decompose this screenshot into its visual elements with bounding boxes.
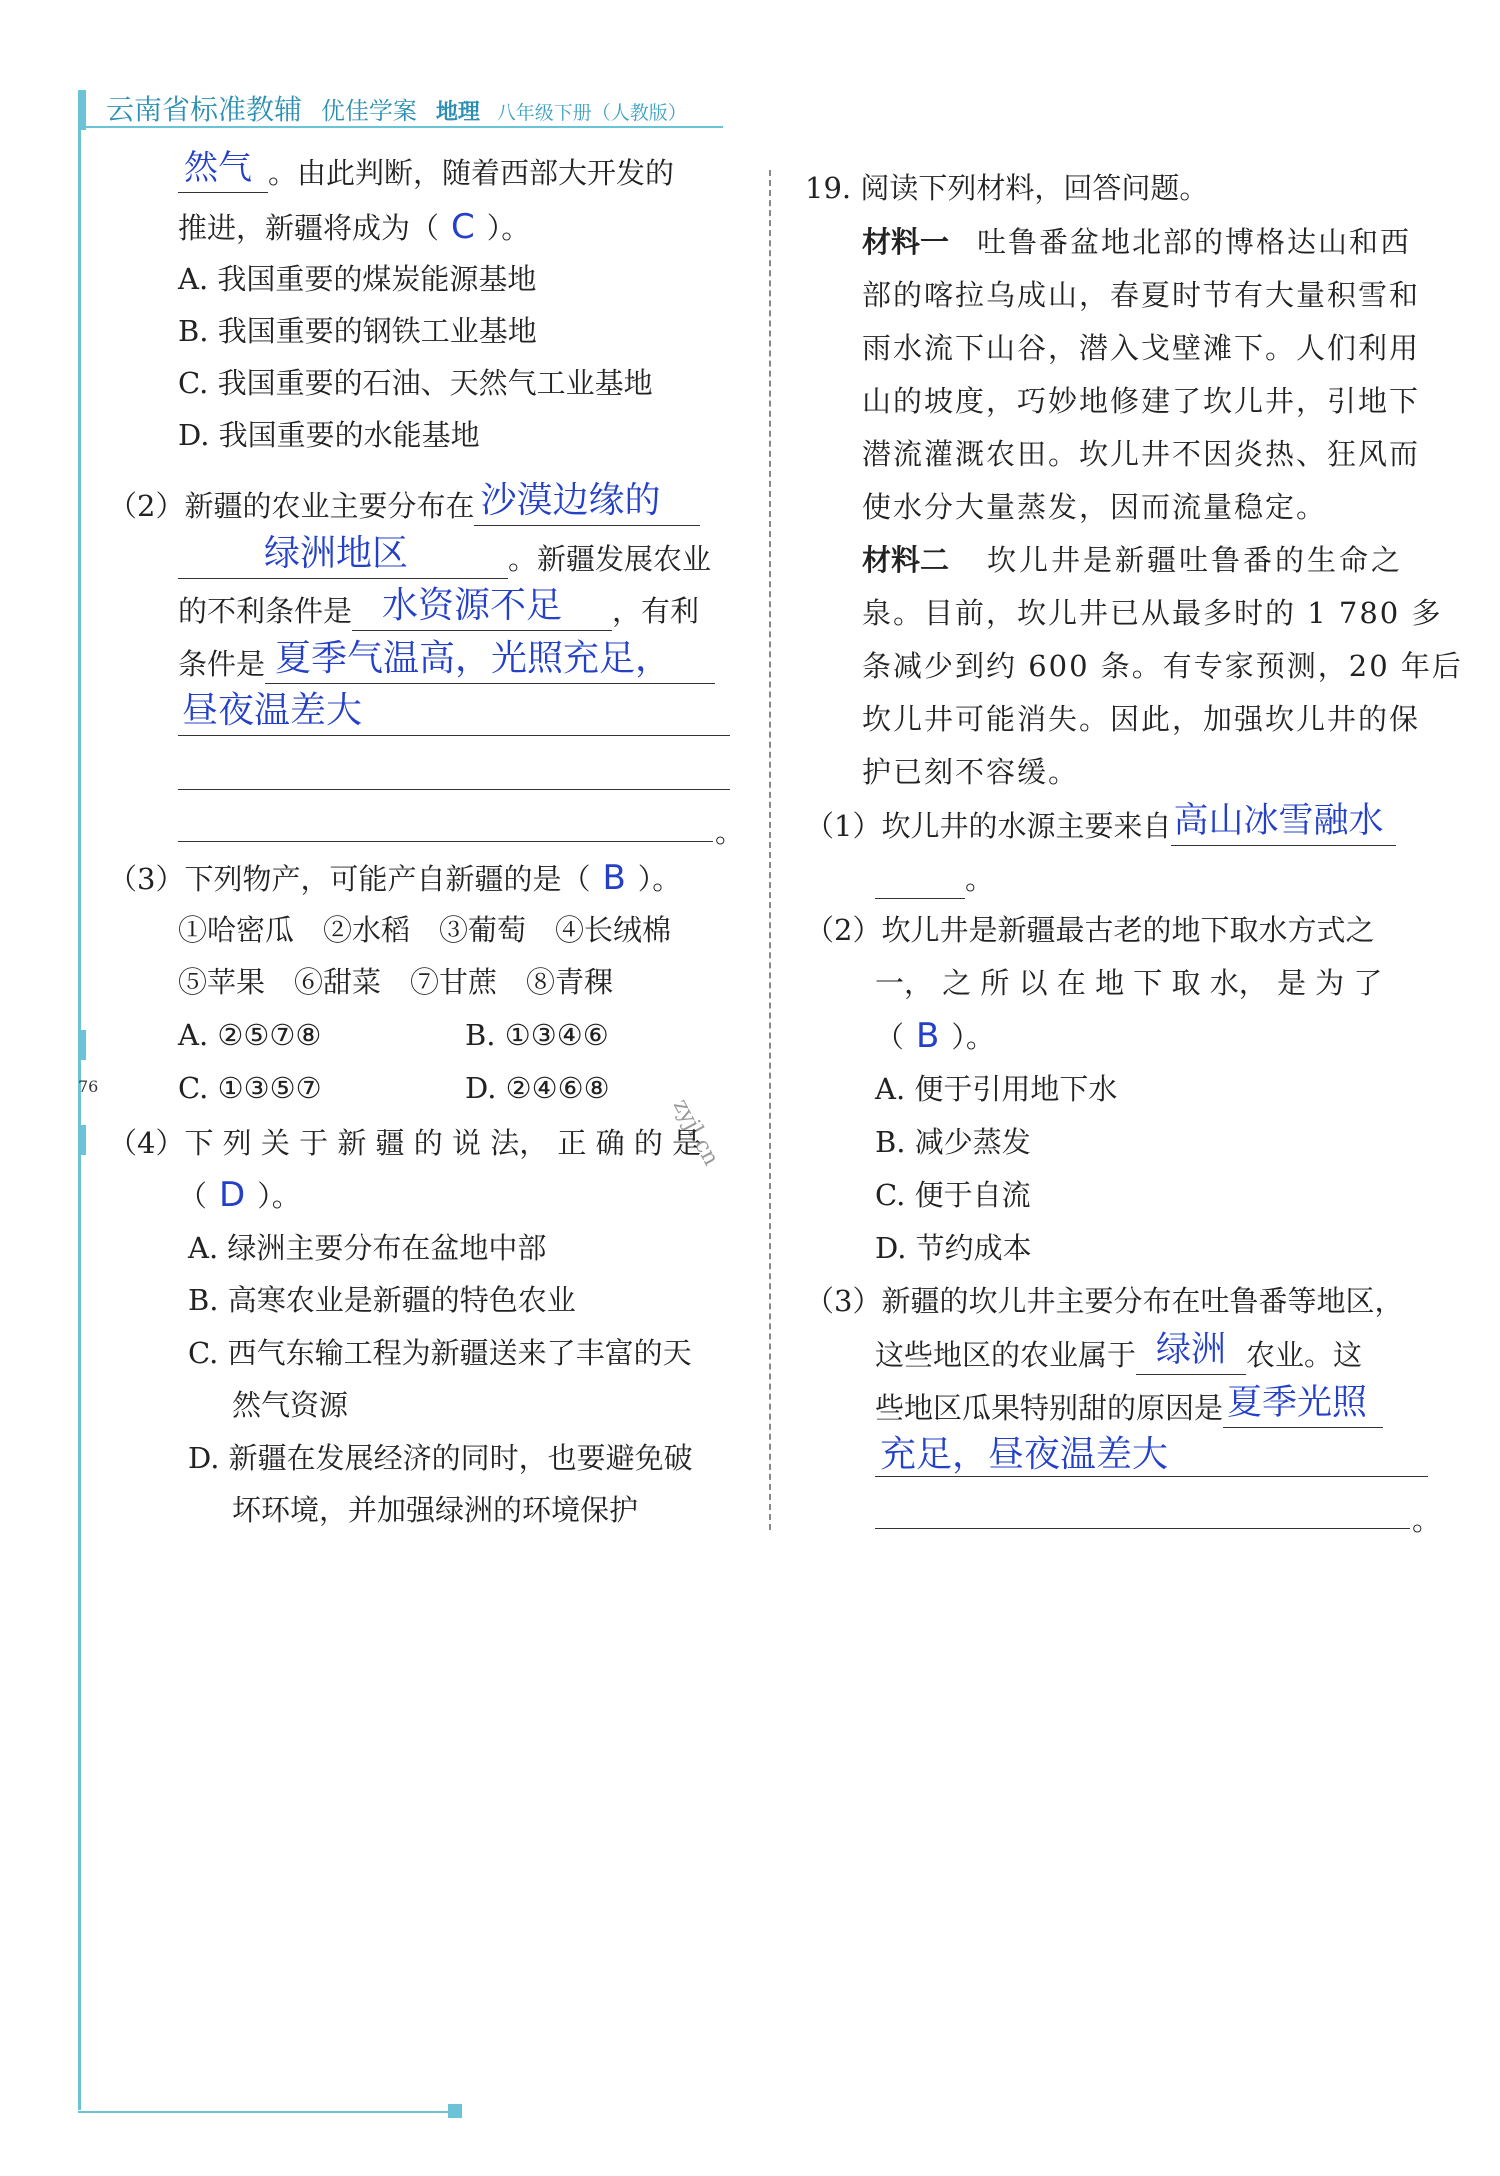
q4-option-c1: C. 西气东输工程为新疆送来了丰富的天: [188, 1336, 692, 1370]
header: [106, 88, 687, 128]
q1-tail-text2: 推进，新疆将成为（: [178, 211, 440, 245]
answer-q19-1: 高山冰雪融水: [1173, 801, 1384, 841]
material-2-label: 材料二: [862, 543, 950, 577]
answer-q2-3a: 夏季气温高，光照充足，: [275, 638, 672, 679]
q19-p2-line2: 一， 之 所 以 在 地 下 取 水， 是 为 了: [875, 966, 1383, 1000]
q19-m2-line4: 坎儿井可能消失。因此，加强坎儿井的保: [862, 702, 1421, 736]
q19-m2-line5: 护已刻不容缓。: [862, 755, 1080, 789]
subject-label: 地理: [435, 99, 480, 125]
q4-text: 下 列 关 于 新 疆 的 说 法， 正 确 的 是: [184, 1126, 702, 1160]
q3-option-a: A. ②⑤⑦⑧: [178, 1018, 322, 1052]
q19-m1-line2: 部的喀拉乌成山，春夏时节有大量积雪和: [862, 278, 1421, 312]
q19-m1-line6: 使水分大量蒸发，因而流量稳定。: [862, 490, 1328, 524]
q1-tail-text1: 。由此判断，随着西部大开发的: [268, 156, 675, 190]
column-divider: [769, 170, 771, 1530]
answer-q2-1b: 绿洲地区: [264, 533, 409, 574]
q19-p2-line1: [805, 910, 1374, 950]
answer-q19-3a: 绿洲: [1156, 1330, 1227, 1370]
q4-open: （: [178, 1179, 208, 1213]
q4-option-c2: 然气资源: [232, 1388, 349, 1422]
material-1-text: 吐鲁番盆地北部的博格达山和西: [977, 225, 1412, 259]
answer-q19-3c: 充足，昼夜温差大: [880, 1434, 1169, 1475]
answer-q4: D: [219, 1175, 246, 1215]
book-series-name: 优佳学案: [320, 97, 417, 125]
margin-line: [78, 130, 81, 2110]
q4-line2: [178, 1175, 301, 1216]
q19-m2-line1: [862, 540, 1403, 580]
q3-items2: ⑤苹果 ⑥甜菜 ⑦甘蔗 ⑧青稞: [178, 965, 614, 999]
q1-tail-line2: [178, 207, 530, 248]
q3-text: 下列物产，可能产自新疆的是（: [184, 862, 591, 896]
q4-option-b: B. 高寒农业是新疆的特色农业: [188, 1283, 576, 1317]
q3-number: （3）: [108, 862, 185, 896]
material-1-label: 材料一: [862, 225, 950, 259]
q4-line1: [108, 1123, 701, 1163]
q2-text1: 新疆的农业主要分布在: [184, 489, 475, 523]
q2-line1: [108, 480, 700, 526]
answer-gas: 然气: [184, 148, 252, 188]
q2-rule2: [178, 789, 730, 790]
q19-m2-line3: 条减少到约 600 条。有专家预测，20 年后: [862, 649, 1463, 683]
q2-text3b: ，有利: [612, 594, 700, 628]
material-2-text: 坎儿井是新疆吐鲁番的生命之: [987, 543, 1404, 577]
q19-p1-text: 坎儿井的水源主要来自: [881, 809, 1172, 843]
q19-p2-text1: 坎儿井是新疆最古老的地下取水方式之: [881, 913, 1375, 947]
q3-option-d: D. ②④⑥⑧: [465, 1071, 610, 1105]
q19-p2-close: ）。: [951, 1020, 995, 1054]
answer-q1: C: [451, 207, 475, 247]
header-rule: [78, 126, 723, 128]
answer-q2-1a: 沙漠边缘的: [480, 480, 661, 521]
q19-p3-text3: 些地区瓜果特别甜的原因是: [875, 1391, 1224, 1425]
q19-p3-text2b: 农业。这: [1246, 1338, 1363, 1372]
q1-option-b: B. 我国重要的钢铁工业基地: [178, 314, 537, 348]
q4-close: ）。: [257, 1179, 301, 1213]
q1-tail-close: ）。: [486, 211, 531, 245]
q19-p3-number: （3）: [805, 1284, 882, 1318]
q2-text2: 。新疆发展农业: [508, 542, 712, 576]
q3-option-c: C. ①③⑤⑦: [178, 1071, 322, 1105]
q4-option-d2: 坏环境，并加强绿洲的环境保护: [232, 1493, 639, 1527]
edition-label: 八年级下册（人教版）: [496, 102, 687, 124]
q19-p3-rule2: [875, 1528, 1410, 1529]
q19-p2-number: （2）: [805, 913, 882, 947]
q19-p2-option-a: A. 便于引用地下水: [875, 1072, 1118, 1106]
q19-p3-line3: [875, 1383, 1383, 1428]
q19-p3-end: 。: [1412, 1503, 1442, 1537]
q4-option-a: A. 绿洲主要分布在盆地中部: [188, 1231, 547, 1265]
q19-p2-option-b: B. 减少蒸发: [875, 1125, 1031, 1159]
q19-p1-line1: [805, 801, 1396, 846]
q19-m1-line3: 雨水流下山谷，潜入戈壁滩下。人们利用: [862, 331, 1421, 365]
q4-number: （4）: [108, 1126, 185, 1160]
q2-end: 。: [715, 815, 745, 849]
q19-p2-line3: [875, 1016, 995, 1057]
q2-text4: 条件是: [178, 647, 266, 681]
q19-m1-line4: 山的坡度，巧妙地修建了坎儿井，引地下: [862, 384, 1421, 418]
q19-m1-line5: 潜流灌溉农田。坎儿井不因炎热、狂风而: [862, 437, 1421, 471]
q1-option-c: C. 我国重要的石油、天然气工业基地: [178, 366, 653, 400]
q3-close: ）。: [637, 862, 682, 896]
q2-line4: [178, 638, 715, 684]
page-number: 76: [78, 1077, 99, 1096]
q2-line3: [178, 585, 700, 631]
q3-line1: [108, 858, 681, 899]
q1-option-a: A. 我国重要的煤炭能源基地: [178, 262, 537, 296]
q19-p1-end: 。: [965, 862, 995, 896]
q2-number: （2）: [108, 489, 185, 523]
q2-rule1: [178, 735, 730, 736]
footer-rule: [78, 2111, 453, 2113]
answer-q3: B: [602, 858, 626, 898]
answer-q19-3b: 夏季光照: [1227, 1383, 1368, 1423]
q19-p3-text2a: 这些地区的农业属于: [875, 1338, 1137, 1372]
margin-marker-lower: [78, 1125, 86, 1155]
q19-p3-line1: [805, 1281, 1403, 1321]
answer-q19-2: B: [916, 1016, 940, 1056]
answer-q2-3b: 昼夜温差大: [182, 690, 363, 731]
q19-p2-open: （: [875, 1020, 905, 1054]
q19-p3-rule1: [875, 1476, 1428, 1477]
q2-line2: [178, 533, 712, 579]
book-series-title: 云南省标准教辅: [106, 93, 303, 126]
q19-p1-line2: [875, 858, 994, 899]
q4-option-d1: D. 新疆在发展经济的同时，也要避免破: [188, 1441, 693, 1475]
answer-q2-2: 水资源不足: [382, 585, 563, 626]
q19-m1-line1: [862, 222, 1411, 262]
watermark: zyjl.cn: [667, 1095, 724, 1170]
q2-rule3: [178, 841, 713, 842]
margin-marker-upper: [78, 1030, 86, 1060]
q1-option-d: D. 我国重要的水能基地: [178, 418, 480, 452]
q19-p2-option-d: D. 节约成本: [875, 1231, 1032, 1265]
footer-square: [448, 2104, 462, 2118]
q3-items1: ①哈密瓜 ②水稻 ③葡萄 ④长绒棉: [178, 913, 672, 947]
margin-bar-top: [78, 90, 86, 130]
q19-p3-line2: [875, 1330, 1363, 1375]
q19-p1-number: （1）: [805, 809, 882, 843]
q19-m2-line2: 泉。目前，坎儿井已从最多时的 1 780 多: [862, 596, 1443, 630]
q1-tail-line1: [178, 148, 675, 193]
q2-text3: 的不利条件是: [178, 594, 353, 628]
q19-title: 19. 阅读下列材料，回答问题。: [805, 171, 1209, 205]
q19-p3-text1: 新疆的坎儿井主要分布在吐鲁番等地区，: [881, 1284, 1404, 1318]
q19-p2-option-c: C. 便于自流: [875, 1178, 1031, 1212]
q3-option-b: B. ①③④⑥: [465, 1018, 609, 1052]
